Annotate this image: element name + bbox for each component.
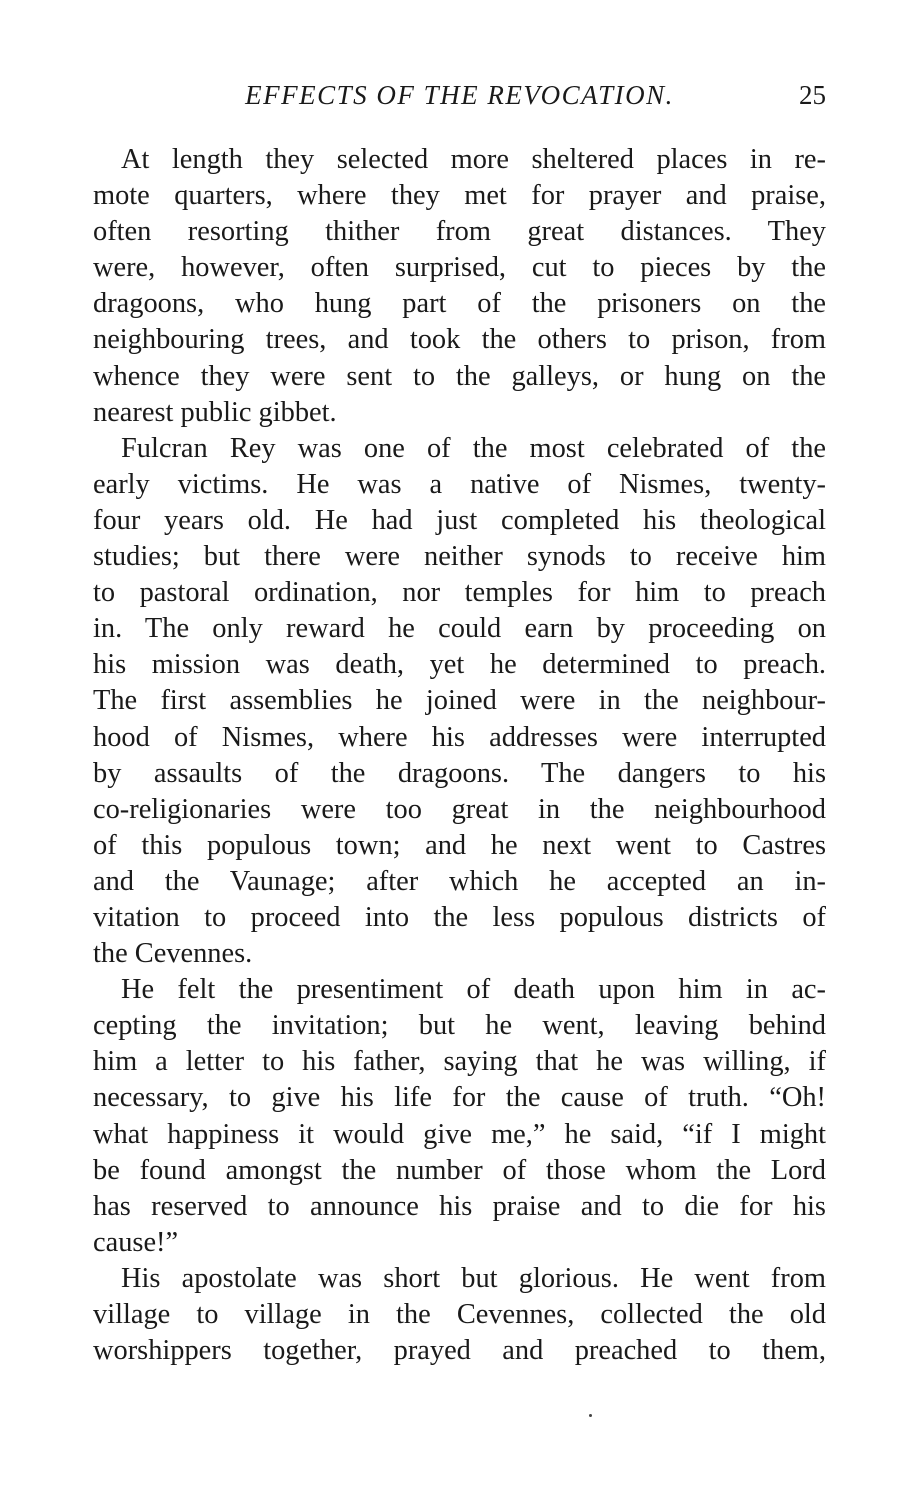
text-line: He felt the presentiment of death upon him in ac-	[121, 974, 826, 1006]
text-line: studies; but there were neither synods to receive him	[93, 541, 826, 573]
text-line: cause!”	[93, 1226, 179, 1258]
text-line: worshippers together, prayed and preached to them,	[93, 1335, 826, 1367]
text-line: his mission was death, yet he determined to preach.	[93, 649, 826, 681]
paragraph-2	[93, 431, 826, 972]
text-line: has reserved to announce his praise and to die for his	[93, 1190, 826, 1222]
text-line: were, however, often surprised, cut to pieces by the	[93, 252, 826, 284]
text-line: nearest public gibbet.	[93, 396, 337, 428]
text-line: early victims. He was a native of Nismes, twenty-	[93, 468, 826, 500]
body-text	[93, 142, 826, 1369]
paragraph-4	[93, 1261, 826, 1369]
text-line: The first assemblies he joined were in the neighbour-	[93, 685, 826, 717]
text-line: of this populous town; and he next went to Castres	[93, 829, 826, 861]
text-line: whence they were sent to the galleys, or hung on the	[93, 360, 826, 392]
text-line: hood of Nismes, where his addresses were interrupted	[93, 721, 826, 753]
text-line: At length they selected more sheltered places in re-	[121, 144, 826, 175]
text-line: what happiness it would give me,” he said, “if I might	[93, 1118, 826, 1150]
page-number: 25	[799, 80, 826, 110]
running-title: EFFECTS OF THE REVOCATION.	[245, 80, 674, 110]
text-line: cepting the invitation; but he went, leaving behind	[93, 1010, 826, 1042]
text-line: in. The only reward he could earn by proceeding on	[93, 613, 826, 645]
paragraph-3	[93, 972, 826, 1261]
text-line: the Cevennes.	[93, 938, 253, 970]
text-line: four years old. He had just completed his theological	[93, 504, 826, 536]
text-line: to pastoral ordination, nor temples for him to preach	[93, 577, 826, 609]
text-line: by assaults of the dragoons. The dangers to his	[93, 757, 826, 789]
text-line: village to village in the Cevennes, collected the old	[93, 1299, 826, 1330]
text-line: and the Vaunage; after which he accepted an in-	[93, 865, 826, 897]
text-line: dragoons, who hung part of the prisoners on the	[93, 288, 826, 320]
text-line: necessary, to give his life for the cause of truth. “Oh!	[93, 1082, 826, 1114]
text-line: co-religionaries were too great in the neighbourhood	[93, 793, 826, 825]
running-head	[93, 78, 826, 118]
text-line: him a letter to his father, saying that he was willing, if	[93, 1046, 826, 1078]
text-line: be found amongst the number of those whom the Lord	[93, 1154, 826, 1186]
text-line: vitation to proceed into the less populous districts of	[93, 901, 826, 933]
text-line: Fulcran Rey was one of the most celebrated of the	[121, 432, 826, 464]
text-line: His apostolate was short but glorious. He went from	[121, 1262, 826, 1294]
paragraph-1	[93, 142, 826, 431]
text-line: neighbouring trees, and took the others to prison, from	[93, 324, 826, 356]
text-line: often resorting thither from great distances. They	[93, 216, 826, 248]
print-speck	[589, 1414, 592, 1417]
text-line: mote quarters, where they met for prayer and praise,	[93, 180, 826, 212]
